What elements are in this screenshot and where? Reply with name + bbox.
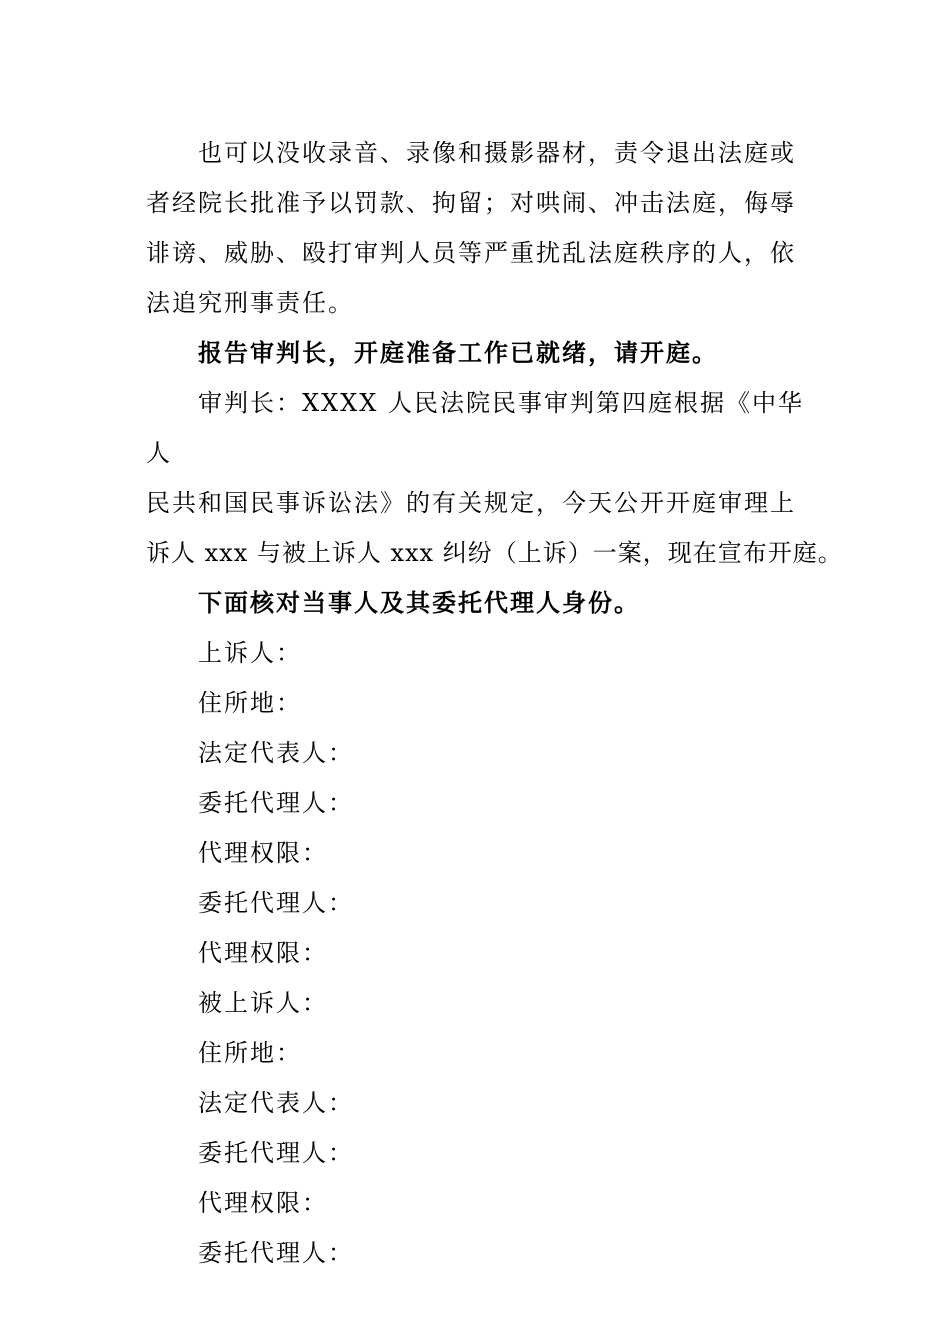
document-body	[146, 128, 843, 1278]
paragraph-judge-announcement	[146, 378, 843, 578]
field-appellant: 上诉人：	[198, 639, 302, 667]
text-line: 民共和国民事诉讼法》的有关规定，今天公开开庭审理上	[146, 489, 796, 517]
text-line: 法追究刑事责任。	[146, 289, 354, 317]
party-fields	[146, 628, 816, 1278]
field-agent-authority: 代理权限：	[198, 839, 328, 867]
field-agent: 委托代理人：	[198, 1239, 354, 1267]
report-statement: 报告审判长，开庭准备工作已就绪，请开庭。	[198, 338, 718, 367]
text-line: 审判长：XXXX 人民法院民事审判第四庭根据《中华人	[146, 389, 804, 467]
text-line: 也可以没收录音、录像和摄影器材，责令退出法庭或	[198, 139, 796, 167]
field-legal-representative: 法定代表人：	[198, 739, 354, 767]
field-agent: 委托代理人：	[198, 889, 354, 917]
field-address: 住所地：	[198, 1039, 302, 1067]
paragraph-court-rules	[146, 128, 816, 328]
field-agent-authority: 代理权限：	[198, 1189, 328, 1217]
field-agent: 委托代理人：	[198, 789, 354, 817]
field-appellee: 被上诉人：	[198, 989, 328, 1017]
verify-statement: 下面核对当事人及其委托代理人身份。	[198, 588, 640, 617]
text-line: 诉人 xxx 与被上诉人 xxx 纠纷（上诉）一案，现在宣布开庭。	[146, 539, 843, 567]
text-line: 者经院长批准予以罚款、拘留；对哄闹、冲击法庭，侮辱	[146, 189, 796, 217]
field-agent-authority: 代理权限：	[198, 939, 328, 967]
text-line: 诽谤、威胁、殴打审判人员等严重扰乱法庭秩序的人，依	[146, 239, 796, 267]
field-legal-representative: 法定代表人：	[198, 1089, 354, 1117]
field-address: 住所地：	[198, 689, 302, 717]
field-agent: 委托代理人：	[198, 1139, 354, 1167]
